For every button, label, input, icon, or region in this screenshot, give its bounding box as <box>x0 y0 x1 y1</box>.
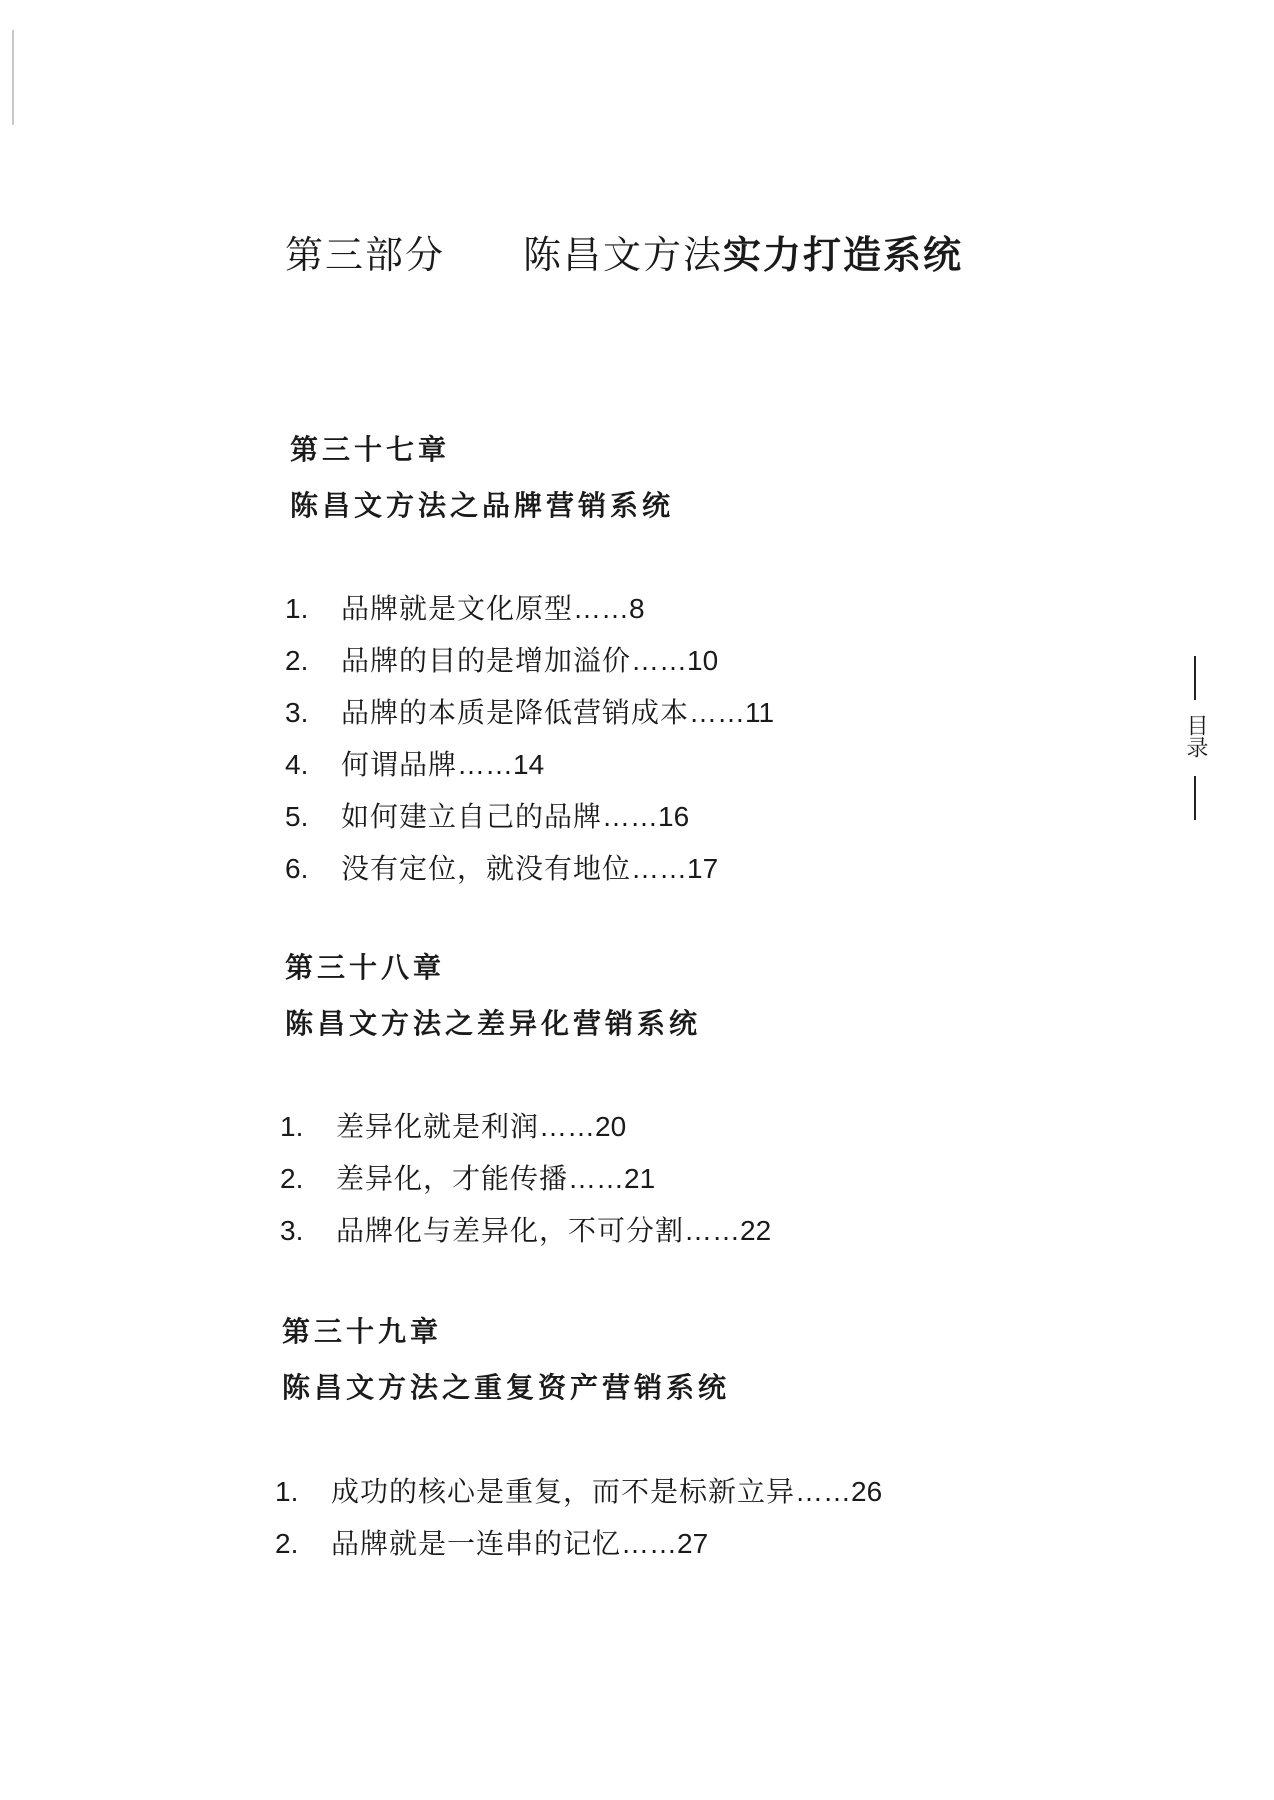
toc-item-number: 2. <box>285 645 309 676</box>
part-subtitle-system: 实力打造系统 <box>723 232 964 277</box>
toc-item-number: 4. <box>285 749 309 780</box>
toc-item[interactable] <box>275 1466 882 1518</box>
toc-item[interactable] <box>285 791 774 843</box>
toc-item[interactable] <box>285 739 774 791</box>
toc-list <box>280 1101 771 1257</box>
side-tab-bar-bottom <box>1194 776 1196 820</box>
chapter-number: 第三十九章 <box>282 1315 443 1348</box>
toc-item-title: 差异化就是利润 <box>336 1110 540 1143</box>
toc-item-leader: …… <box>631 645 688 676</box>
toc-item-leader: …… <box>568 1163 625 1194</box>
toc-item-page: 20 <box>595 1111 627 1142</box>
toc-item-page: 22 <box>740 1215 772 1246</box>
toc-item-leader: …… <box>631 853 688 884</box>
toc-item[interactable] <box>280 1205 771 1257</box>
toc-item-page: 17 <box>687 853 719 884</box>
toc-item-page: 26 <box>851 1476 883 1507</box>
toc-item-title: 成功的核心是重复，而不是标新立异 <box>331 1475 796 1508</box>
toc-item-page: 10 <box>687 645 719 676</box>
toc-item[interactable] <box>285 843 774 895</box>
toc-item-leader: …… <box>684 1215 741 1246</box>
toc-item-leader: …… <box>457 749 514 780</box>
toc-item-number: 6. <box>285 853 309 884</box>
toc-item-page: 16 <box>658 801 690 832</box>
toc-item-title: 品牌化与差异化，不可分割 <box>336 1214 685 1247</box>
chapter-name: 陈昌文方法之差异化营销系统 <box>285 1007 702 1040</box>
toc-item[interactable] <box>285 583 774 635</box>
toc-item[interactable] <box>280 1153 771 1205</box>
toc-item-title: 品牌的目的是增加溢价 <box>341 644 632 677</box>
scan-edge-line <box>12 30 14 125</box>
toc-item[interactable] <box>275 1518 882 1570</box>
toc-item[interactable] <box>280 1101 771 1153</box>
toc-item-number: 2. <box>275 1528 299 1559</box>
part-label: 第三部分 <box>285 233 446 277</box>
chapter-name: 陈昌文方法之品牌营销系统 <box>290 489 675 522</box>
toc-item-number: 5. <box>285 801 309 832</box>
toc-item-leader: …… <box>795 1476 852 1507</box>
toc-item-leader: …… <box>539 1111 596 1142</box>
toc-item[interactable] <box>285 687 774 739</box>
part-subtitle-method: 陈昌文方法 <box>523 233 724 277</box>
toc-item-leader: …… <box>573 593 630 624</box>
toc-item-title: 如何建立自己的品牌 <box>341 800 603 833</box>
toc-item-leader: …… <box>621 1528 678 1559</box>
toc-item-leader: …… <box>602 801 659 832</box>
toc-list <box>275 1466 882 1570</box>
toc-item-number: 1. <box>275 1476 299 1507</box>
toc-item-page: 8 <box>629 593 645 624</box>
toc-item-title: 没有定位，就没有地位 <box>341 852 632 885</box>
chapter-number: 第三十八章 <box>285 951 446 984</box>
toc-item-title: 品牌的本质是降低营销成本 <box>341 696 690 729</box>
side-tab-bar-top <box>1194 656 1196 700</box>
toc-item-leader: …… <box>689 697 746 728</box>
toc-list <box>285 583 774 895</box>
toc-item[interactable] <box>285 635 774 687</box>
toc-item-page: 27 <box>677 1528 709 1559</box>
toc-item-title: 何谓品牌 <box>341 748 458 781</box>
toc-item-page: 21 <box>624 1163 656 1194</box>
chapter-number: 第三十七章 <box>290 433 451 466</box>
toc-item-title: 品牌就是一连串的记忆 <box>331 1527 622 1560</box>
side-tab-label: 目录 <box>1183 714 1208 758</box>
toc-item-number: 3. <box>285 697 309 728</box>
toc-item-number: 1. <box>280 1111 304 1142</box>
toc-item-page: 14 <box>513 749 545 780</box>
chapter-name: 陈昌文方法之重复资产营销系统 <box>282 1371 731 1404</box>
toc-item-title: 品牌就是文化原型 <box>341 592 574 625</box>
part-title <box>285 232 964 277</box>
side-tab-contents <box>1180 656 1210 826</box>
toc-item-number: 3. <box>280 1215 304 1246</box>
toc-item-page: 11 <box>745 697 775 728</box>
toc-item-title: 差异化，才能传播 <box>336 1162 569 1195</box>
toc-item-number: 2. <box>280 1163 304 1194</box>
toc-item-number: 1. <box>285 593 309 624</box>
